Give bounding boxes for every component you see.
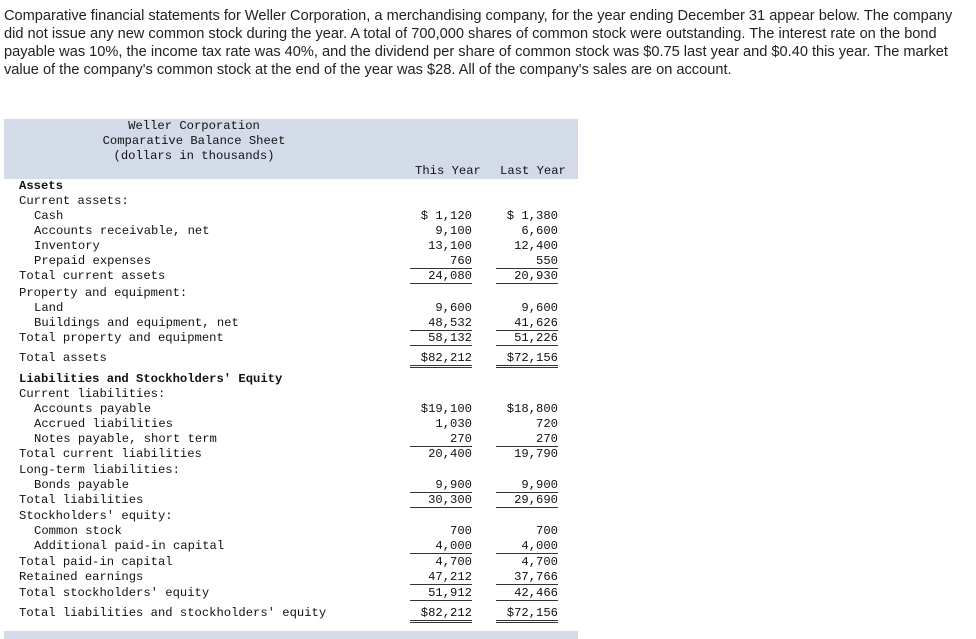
value-last-year: $18,800 [506, 402, 558, 416]
footer-band [4, 631, 578, 639]
value-last-year: 700 [536, 524, 558, 538]
value-last-year: 270 [496, 432, 558, 447]
row-label: Notes payable, short term [34, 432, 217, 446]
value-this-year: $ 1,120 [420, 209, 472, 223]
balance-sheet [4, 119, 578, 639]
value-this-year: 13,100 [428, 239, 472, 253]
value-this-year: $19,100 [420, 402, 472, 416]
value-this-year: 51,912 [410, 586, 472, 601]
row-label: Buildings and equipment, net [34, 316, 239, 330]
value-last-year: 720 [536, 417, 558, 431]
value-last-year: 29,690 [496, 493, 558, 508]
value-last-year: $72,156 [496, 351, 558, 368]
row-label: Total property and equipment [19, 331, 224, 345]
value-this-year: 9,900 [410, 478, 472, 493]
value-this-year: 1,030 [435, 417, 472, 431]
row-label: Total liabilities and stockholders' equity [19, 606, 327, 620]
value-last-year: $72,156 [496, 606, 558, 623]
column-last-year: Last Year [500, 164, 566, 178]
value-last-year: 19,790 [514, 447, 558, 461]
row-label: Bonds payable [34, 478, 130, 492]
value-this-year: 700 [450, 524, 472, 538]
row-label: Current liabilities: [19, 387, 166, 401]
row-label: Total paid-in capital [19, 555, 173, 569]
column-this-year: This Year [415, 164, 481, 178]
value-this-year: 48,532 [410, 316, 472, 331]
value-last-year: 51,226 [496, 331, 558, 346]
company-name: Weller Corporation [128, 119, 260, 133]
row-label: Total assets [19, 351, 107, 365]
value-last-year: 41,626 [496, 316, 558, 331]
value-this-year: $82,212 [410, 606, 472, 623]
row-label: Long-term liabilities: [19, 463, 180, 477]
row-label: Total current liabilities [19, 447, 202, 461]
value-last-year: 42,466 [496, 586, 558, 601]
row-label: Assets [19, 179, 63, 193]
value-this-year: 9,600 [435, 301, 472, 315]
value-last-year: 9,900 [496, 478, 558, 493]
value-this-year: 4,000 [410, 539, 472, 554]
row-label: Inventory [34, 239, 100, 253]
value-last-year: 9,600 [521, 301, 558, 315]
statement-title: Comparative Balance Sheet [102, 134, 286, 148]
row-label: Additional paid-in capital [34, 539, 225, 553]
statement-units: (dollars in thousands) [113, 149, 275, 163]
row-label: Prepaid expenses [34, 254, 152, 268]
value-this-year: 9,100 [435, 224, 472, 238]
value-this-year: 270 [410, 432, 472, 447]
value-this-year: 24,080 [410, 269, 472, 284]
row-label: Accounts receivable, net [34, 224, 210, 238]
value-this-year: 58,132 [410, 331, 472, 346]
row-label: Total liabilities [19, 493, 144, 507]
row-label: Total current assets [19, 269, 166, 283]
row-label: Current assets: [19, 194, 129, 208]
row-label: Accounts payable [34, 402, 152, 416]
value-this-year: 4,700 [435, 555, 472, 569]
row-label: Common stock [34, 524, 122, 538]
problem-statement: Comparative financial statements for Weller Corporation, a merchandising company, for the year ending December 31 appear below. The company did not issue any new common stock during the year. A total of 700,000 shares of common stock were outstanding. The interest rate on the bond payable was 10%, the income tax rate was 40%, and the dividend per share of common stock was $0.75 last year and $0.40 this year. The market value of the company's common stock at the end of the year was $28. All of the company's sales are on account. [4, 8, 953, 78]
value-last-year: $ 1,380 [506, 209, 558, 223]
value-this-year: 20,400 [428, 447, 472, 461]
row-label: Land [34, 301, 64, 315]
value-last-year: 4,700 [521, 555, 558, 569]
value-last-year: 550 [496, 254, 558, 269]
value-last-year: 20,930 [496, 269, 558, 284]
row-label: Liabilities and Stockholders' Equity [19, 372, 283, 386]
value-this-year: 760 [410, 254, 472, 269]
value-this-year: 30,300 [410, 493, 472, 508]
row-label: Total stockholders' equity [19, 586, 210, 600]
row-label: Retained earnings [19, 570, 144, 584]
value-last-year: 12,400 [514, 239, 558, 253]
value-this-year: $82,212 [410, 351, 472, 368]
value-this-year: 47,212 [410, 570, 472, 585]
value-last-year: 6,600 [521, 224, 558, 238]
row-label: Accrued liabilities [34, 417, 173, 431]
row-label: Stockholders' equity: [19, 509, 173, 523]
value-last-year: 4,000 [496, 539, 558, 554]
value-last-year: 37,766 [496, 570, 558, 585]
row-label: Cash [34, 209, 64, 223]
row-label: Property and equipment: [19, 286, 188, 300]
